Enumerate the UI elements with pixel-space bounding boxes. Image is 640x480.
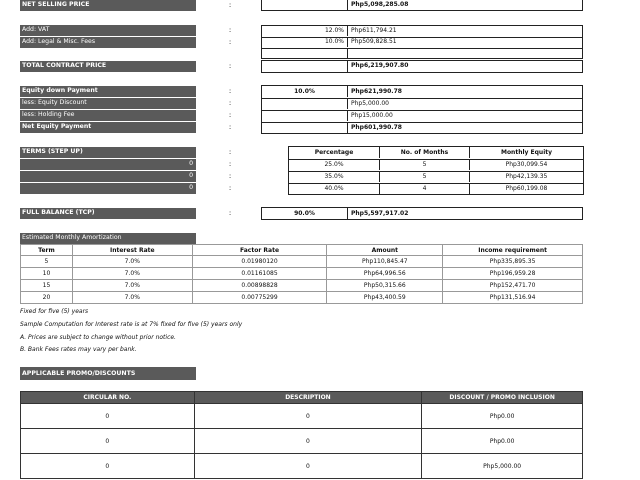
tcp-colon: : xyxy=(228,62,232,70)
balance-pct: 90.0% xyxy=(262,208,348,219)
vat-colon: : xyxy=(228,26,232,34)
amort-header: Term xyxy=(21,245,73,256)
promo-title: APPLICABLE PROMO/DISCOUNTS xyxy=(20,367,196,380)
promo-header-row xyxy=(21,392,583,404)
amort-cell: 0.01980120 xyxy=(192,256,327,268)
tcp-value: Php6,219,907.80 xyxy=(351,62,409,69)
amort-cell: Php43,400.59 xyxy=(327,292,443,304)
nsp-label: NET SELLING PRICE xyxy=(20,0,196,11)
amort-header: Income requirement xyxy=(443,245,583,256)
terms-months: 5 xyxy=(380,159,470,170)
nsp-colon: : xyxy=(228,1,232,9)
amort-header-row xyxy=(21,245,583,256)
equity-colon: : xyxy=(228,123,232,131)
promo-row xyxy=(21,404,583,429)
terms-left: 0 xyxy=(20,183,196,194)
terms-amount: Php42,139.35 xyxy=(505,173,548,180)
amort-header: Amount xyxy=(327,245,443,256)
amort-cell: 7.0% xyxy=(72,256,192,268)
amort-title: Estimated Monthly Amortization xyxy=(20,233,196,244)
promo-cell: Php5,000.00 xyxy=(422,454,583,479)
nsp-box xyxy=(261,0,583,11)
terms-colon: : xyxy=(228,184,232,192)
promo-cell: 0 xyxy=(194,404,422,429)
nsp-value: Php5,098,285.08 xyxy=(351,1,409,8)
equity-pct xyxy=(262,110,348,121)
fees-colon: : xyxy=(228,38,232,46)
equity-value: Php15,000.00 xyxy=(351,112,393,119)
terms-left: 0 xyxy=(20,171,196,182)
promo-cell: 0 xyxy=(194,454,422,479)
amort-header: Interest Rate xyxy=(72,245,192,256)
amort-row xyxy=(21,256,583,268)
amort-cell: Php131,516.94 xyxy=(443,292,583,304)
promo-cell: 0 xyxy=(21,429,195,454)
terms-header: Monthly Equity xyxy=(500,149,553,156)
tcp-blank xyxy=(262,61,348,72)
balance-box xyxy=(261,207,583,220)
promo-row xyxy=(21,454,583,479)
equity-colon: : xyxy=(228,87,232,95)
amort-cell: 7.0% xyxy=(72,280,192,292)
promo-header: DESCRIPTION xyxy=(194,392,422,404)
net-equity-label: Net Equity Payment xyxy=(20,122,196,133)
amort-cell: 0.00898828 xyxy=(192,280,327,292)
fees-label: Add: Legal & Misc. Fees xyxy=(20,37,196,48)
fees-value: Php509,828.51 xyxy=(351,38,397,45)
amort-cell: 7.0% xyxy=(72,268,192,280)
equity-value: Php601,990.78 xyxy=(351,124,402,131)
equity-pct xyxy=(262,98,348,109)
terms-pct: 35.0% xyxy=(289,171,380,182)
equity-row xyxy=(262,122,582,133)
holding-fee-label: less: Holding Fee xyxy=(20,110,196,121)
tcp-label: TOTAL CONTRACT PRICE xyxy=(20,61,196,72)
vat-value: Php611,794.21 xyxy=(351,27,397,34)
promo-table xyxy=(20,391,583,479)
terms-colon: : xyxy=(228,148,232,156)
amort-cell: 10 xyxy=(21,268,73,280)
terms-months: 4 xyxy=(380,183,470,194)
terms-amount: Php60,199.08 xyxy=(505,185,548,192)
fees-pct: 10.0% xyxy=(262,37,348,47)
terms-row xyxy=(289,183,583,194)
terms-box xyxy=(288,146,584,195)
balance-colon: : xyxy=(228,209,232,217)
amort-cell: Php64,996.56 xyxy=(327,268,443,280)
terms-header: Percentage xyxy=(289,147,380,158)
terms-header: No. of Months xyxy=(380,147,470,158)
blank-cell xyxy=(262,48,348,58)
tcp-box xyxy=(261,60,583,73)
equity-box xyxy=(261,85,583,134)
amort-cell: 5 xyxy=(21,256,73,268)
balance-value: Php5,597,917.02 xyxy=(351,210,409,217)
promo-cell: 0 xyxy=(21,404,195,429)
terms-left: 0 xyxy=(20,159,196,170)
terms-pct: 25.0% xyxy=(289,159,380,170)
amort-cell: Php152,471.70 xyxy=(443,280,583,292)
blank-cell xyxy=(348,48,583,58)
terms-pct: 40.0% xyxy=(289,183,380,194)
amort-cell: 15 xyxy=(21,280,73,292)
terms-months: 5 xyxy=(380,171,470,182)
promo-header: CIRCULAR NO. xyxy=(21,392,195,404)
vat-pct: 12.0% xyxy=(262,26,348,36)
blank-row xyxy=(262,48,582,59)
promo-header: DISCOUNT / PROMO INCLUSION xyxy=(422,392,583,404)
note-bank-fees: B. Bank Fees rates may vary per bank. xyxy=(20,346,137,353)
terms-amount: Php30,099.54 xyxy=(505,161,548,168)
amort-row xyxy=(21,280,583,292)
terms-label: TERMS (STEP UP) xyxy=(20,147,196,158)
amort-row xyxy=(21,292,583,304)
promo-cell: Php0.00 xyxy=(422,404,583,429)
terms-colon: : xyxy=(228,160,232,168)
nsp-blank xyxy=(262,0,348,10)
equity-pct: 10.0% xyxy=(262,86,348,97)
note-sample: Sample Computation for Interest rate is at 7% fixed for five (5) years only xyxy=(20,321,243,328)
equity-discount-label: less: Equity Discount xyxy=(20,98,196,109)
amort-header: Factor Rate xyxy=(192,245,327,256)
balance-label: FULL BALANCE (TCP) xyxy=(20,208,196,219)
equity-value: Php5,000.00 xyxy=(351,100,389,107)
promo-cell: 0 xyxy=(21,454,195,479)
promo-cell: Php0.00 xyxy=(422,429,583,454)
note-fixed: Fixed for five (5) years xyxy=(20,308,89,315)
promo-cell: 0 xyxy=(194,429,422,454)
amort-table xyxy=(20,244,583,304)
equity-dp-label: Equity down Payment xyxy=(20,86,196,97)
vat-fees-box xyxy=(261,25,583,59)
amort-cell: 0.01161085 xyxy=(192,268,327,280)
equity-colon: : xyxy=(228,99,232,107)
equity-colon: : xyxy=(228,111,232,119)
vat-label: Add: VAT xyxy=(20,25,196,36)
equity-value: Php621,990.78 xyxy=(351,88,402,95)
amort-cell: 7.0% xyxy=(72,292,192,304)
amort-cell: Php50,315.66 xyxy=(327,280,443,292)
amort-cell: Php196,959.28 xyxy=(443,268,583,280)
note-prices: A. Prices are subject to change without prior notice. xyxy=(20,334,176,341)
amort-row xyxy=(21,268,583,280)
amort-cell: 20 xyxy=(21,292,73,304)
terms-colon: : xyxy=(228,172,232,180)
promo-row xyxy=(21,429,583,454)
equity-pct xyxy=(262,122,348,133)
amort-cell: Php335,895.35 xyxy=(443,256,583,268)
amort-cell: 0.00775299 xyxy=(192,292,327,304)
amort-cell: Php110,845.47 xyxy=(327,256,443,268)
